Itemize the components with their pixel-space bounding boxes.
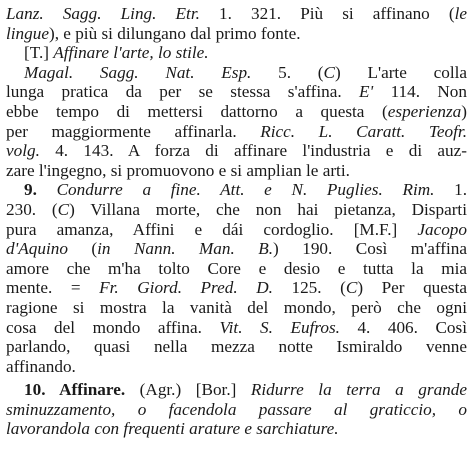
text-line (6, 400, 467, 420)
text-segment: Ricc. L. Caratt. Teofr. (260, 121, 467, 141)
text-segment: 125. ( (272, 278, 346, 298)
text-segment: lingue (6, 23, 49, 43)
text-line (6, 357, 467, 377)
text-line (6, 419, 467, 439)
text-line (6, 82, 467, 102)
text-segment: 1. (434, 180, 467, 200)
text-segment: lunga pratica da per se stessa s'affina. (6, 82, 360, 102)
text-line (6, 24, 467, 44)
text-segment: zare l'ingegno, si promuovono e si amplian le arti. (6, 160, 350, 180)
text-line (6, 63, 467, 83)
text-line (6, 278, 467, 298)
text-segment: ) L'arte colla (334, 62, 467, 82)
text-segment: 4. 143. A forza di affinare l'industria e di auz- (39, 141, 467, 161)
text-segment: ebbe tempo di mettersi dattorno a questa ( (6, 101, 388, 121)
text-segment: cosa del mondo affina. (6, 317, 220, 337)
text-segment: (Agr.) [Bor.] (125, 380, 251, 400)
text-line (6, 4, 467, 24)
text-segment: ) 190. Così m'affina (273, 239, 467, 259)
text-segment: le (454, 4, 467, 23)
text-segment: 1. 321. Più si affinano ( (199, 4, 455, 23)
text-line (6, 180, 467, 200)
text-line (6, 337, 467, 357)
text-segment: volg. (6, 141, 40, 161)
text-segment: mente. = (6, 278, 100, 298)
text-segment: Fr. Giord. Pred. D. (99, 278, 273, 298)
text-segment: Condurre a fine. Att. e N. Puglies. Rim. (56, 180, 435, 200)
text-segment: parlando, quasi nella mezza notte Ismiraldo venne (6, 337, 467, 357)
text-segment: ) Villana morte, che non hai pietanza, Disparti (69, 199, 467, 219)
text-segment: ) Per questa (357, 278, 467, 298)
text-segment: in Nann. Man. B. (97, 239, 274, 259)
text-line (6, 122, 467, 142)
text-segment: E' (359, 82, 374, 102)
text-line (6, 43, 467, 63)
text-segment: 230. ( (6, 199, 58, 219)
text-line (6, 161, 467, 181)
text-segment: 114. Non (373, 82, 467, 102)
text-line (6, 259, 467, 279)
text-line (6, 141, 467, 161)
text-line (6, 200, 467, 220)
text-segment: Affinare l'arte, lo stile. (53, 43, 209, 63)
text-segment: affinando. (6, 356, 76, 376)
text-segment: Vit. S. Eufros. (219, 317, 340, 337)
text-line (6, 239, 467, 259)
text-segment: 9. (24, 180, 57, 200)
text-segment: lavorandola con frequenti arature e sarchiature. (6, 419, 339, 439)
text-segment: ) (461, 101, 467, 121)
text-segment: per maggiormente affinarla. (6, 121, 261, 141)
text-segment: ), e più si dilungano dal primo fonte. (48, 23, 301, 43)
text-segment: Magal. Sagg. Nat. Esp. (24, 62, 252, 82)
text-segment: ragione si mostra la vanità del mondo, però che ogni (6, 297, 467, 317)
text-segment: C (57, 199, 70, 219)
text-segment: d'Aquino (6, 239, 68, 259)
text-line (6, 298, 467, 318)
text-segment: 5. ( (251, 62, 324, 82)
text-segment: esperienza (387, 101, 462, 121)
text-segment: sminuzzamento, o facendola passare al graticcio, o (6, 399, 467, 419)
text-segment: Jacopo (417, 219, 467, 239)
text-segment: amore che m'ha tolto Core e desio e tutta la mia (6, 258, 467, 278)
text-segment: C (323, 62, 335, 82)
text-segment: C (345, 278, 358, 298)
text-line (6, 102, 467, 122)
text-segment: Lanz. Sagg. Ling. Etr. (6, 4, 200, 23)
text-line (6, 220, 467, 240)
text-line (6, 318, 467, 338)
text-segment: Ridurre la terra a grande (250, 380, 467, 400)
text-segment: ( (67, 239, 98, 259)
text-segment: pura amanza, Affini e dái cordoglio. [M.F.] (6, 219, 418, 239)
text-segment: [T.] (24, 43, 54, 63)
text-segment: 10. Affinare. (24, 380, 126, 400)
text-line (6, 380, 467, 400)
text-segment: 4. 406. Così (339, 317, 467, 337)
